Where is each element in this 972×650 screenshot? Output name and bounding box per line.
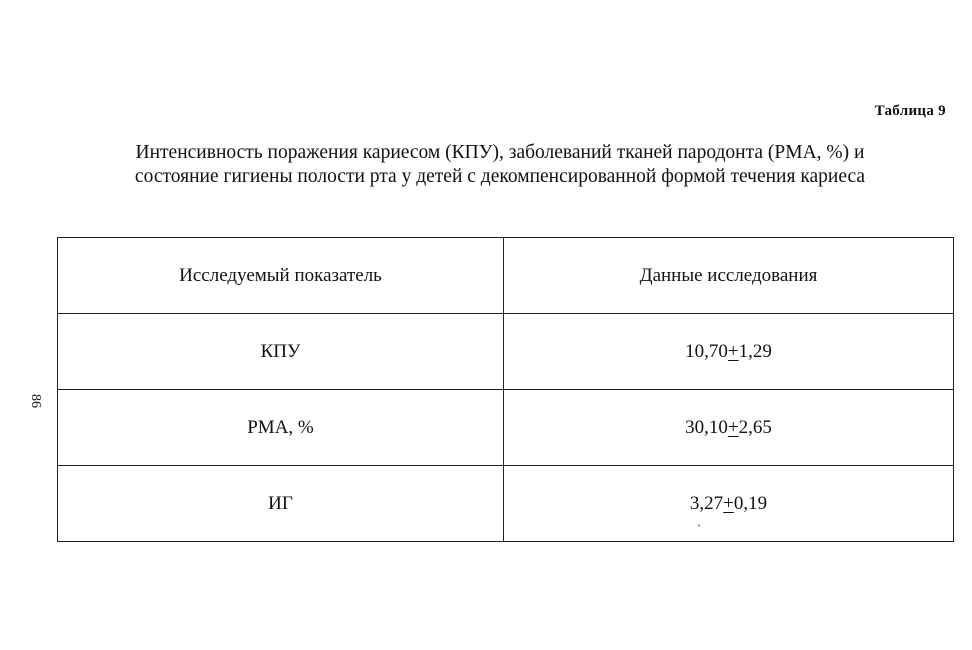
value-cell bbox=[504, 390, 954, 466]
plus-minus-sign: + bbox=[723, 492, 734, 514]
table-row bbox=[58, 390, 954, 466]
title-line-1: Интенсивность поражения кариесом (КПУ), заболеваний тканей пародонта (РМА, %) и bbox=[135, 142, 865, 163]
value-mean: 3,27 bbox=[689, 492, 724, 514]
indicator-cell: РМА, % bbox=[58, 390, 504, 466]
header-data: Данные исследования bbox=[504, 238, 954, 314]
page-number: 86 bbox=[28, 394, 43, 408]
header-indicator: Исследуемый показатель bbox=[58, 238, 504, 314]
title-line-2: состояние гигиены полости рта у детей с декомпенсированной формой течения кариеса bbox=[134, 166, 866, 187]
table-row bbox=[58, 314, 954, 390]
table-row bbox=[58, 466, 954, 542]
value-sd: 0,19 bbox=[733, 492, 768, 514]
value-mean: 30,10 bbox=[685, 416, 728, 438]
data-table bbox=[57, 237, 954, 542]
value-sd: 1,29 bbox=[738, 340, 772, 362]
indicator-cell: КПУ bbox=[58, 314, 504, 390]
indicator-cell: ИГ bbox=[58, 466, 504, 542]
stray-mark: ` bbox=[697, 522, 701, 536]
table-number: Таблица 9 bbox=[874, 103, 946, 119]
value-cell bbox=[504, 314, 954, 390]
table-header-row bbox=[58, 238, 954, 314]
document-title bbox=[40, 141, 960, 189]
value-cell bbox=[504, 466, 954, 542]
value-sd: 2,65 bbox=[738, 416, 772, 438]
value-mean: 10,70 bbox=[685, 340, 728, 362]
plus-minus-sign: + bbox=[727, 340, 739, 362]
plus-minus-sign: + bbox=[727, 416, 739, 438]
